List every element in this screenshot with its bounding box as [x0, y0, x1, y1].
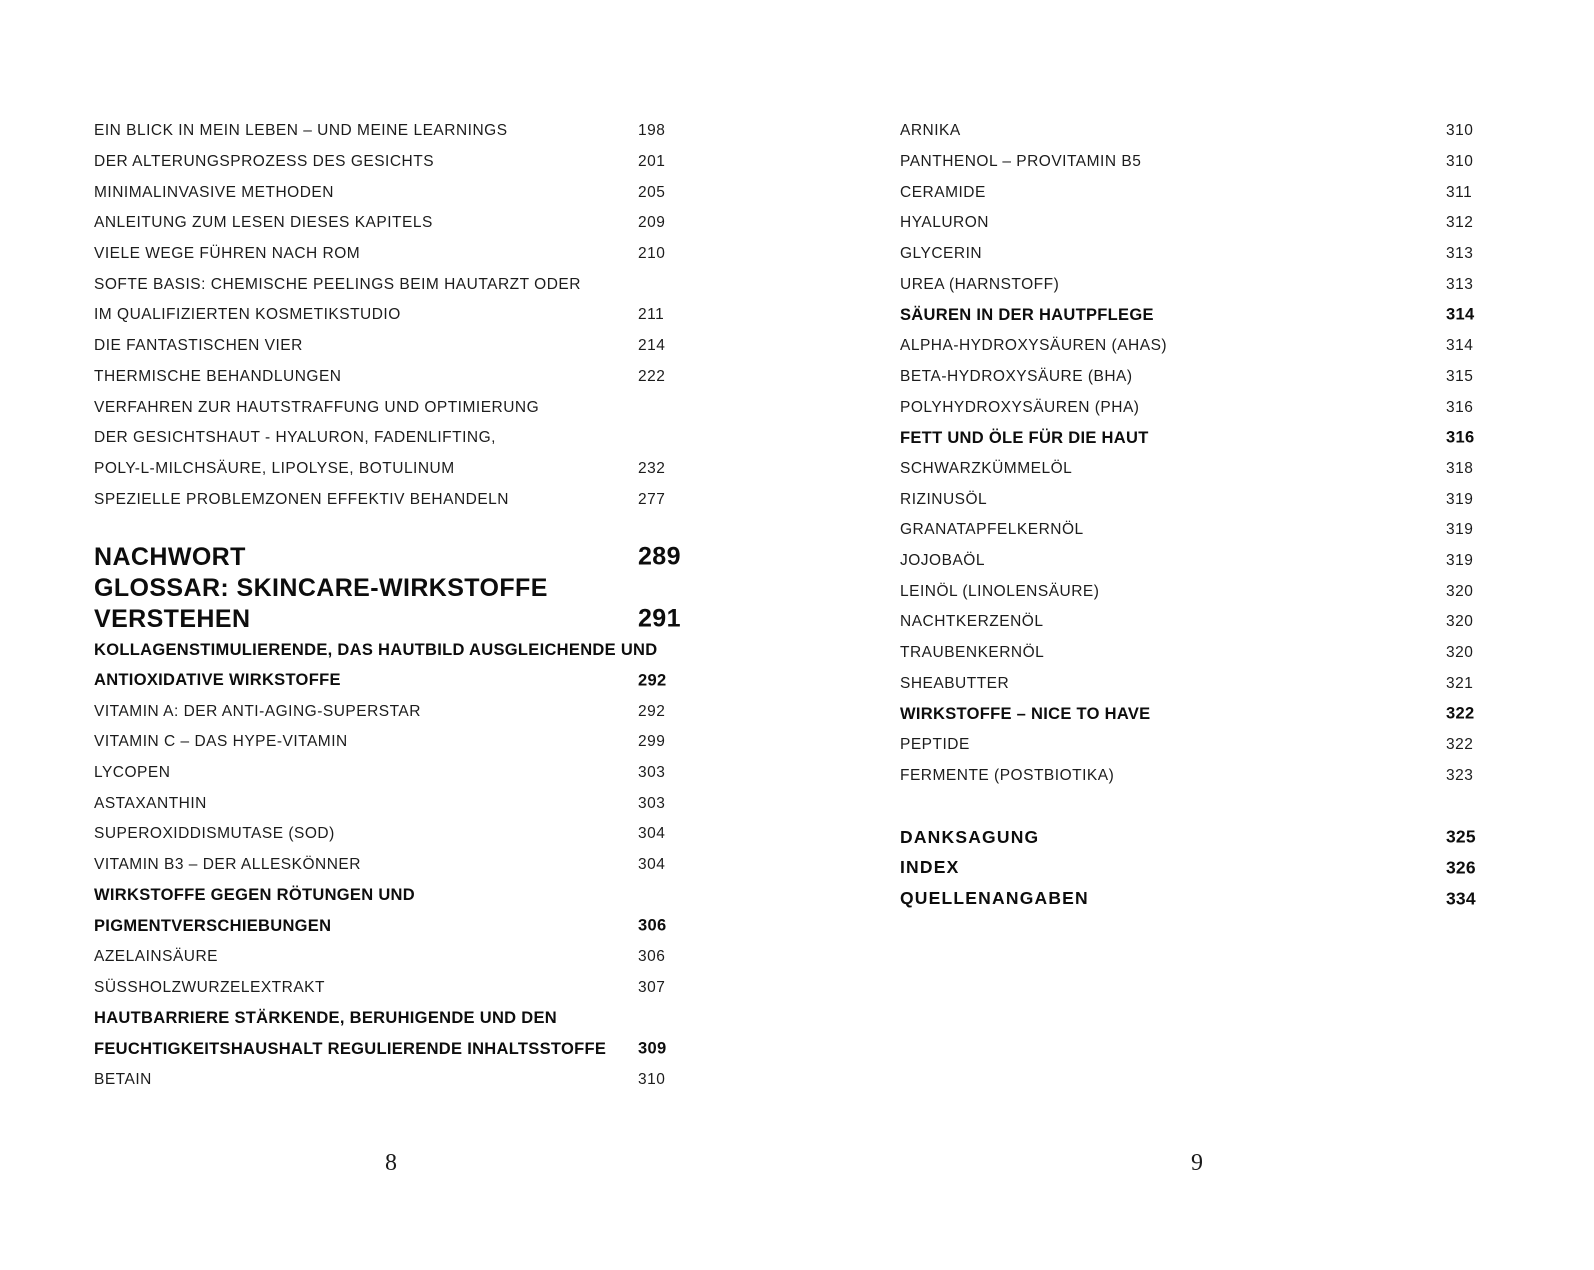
toc-entry-label: WIRKSTOFFE GEGEN RÖTUNGEN UND	[94, 886, 415, 905]
toc-entry-label: POLYHYDROXYSÄUREN (PHA)	[900, 398, 1140, 416]
toc-row	[94, 331, 694, 362]
toc-entry-page: 313	[1446, 245, 1474, 263]
toc-entry-label: FEUCHTIGKEITSHAUSHALT REGULIERENDE INHALTSSTOFFE	[94, 1039, 607, 1058]
toc-entry-label: ANLEITUNG ZUM LESEN DIESES KAPITELS	[94, 214, 433, 232]
toc-row	[94, 208, 694, 239]
toc-entry-page: 320	[1446, 613, 1474, 631]
toc-entry-label: SPEZIELLE PROBLEMZONEN EFFEKTIV BEHANDELN	[94, 490, 509, 508]
toc-entry-page: 319	[1446, 490, 1474, 508]
toc-column-left	[94, 116, 694, 1095]
toc-row	[94, 758, 694, 789]
toc-entry-label: VERSTEHEN	[94, 604, 251, 633]
toc-entry-page: 325	[1446, 826, 1476, 847]
toc-row	[900, 822, 1500, 853]
toc-row	[94, 269, 694, 300]
toc-entry-label: THERMISCHE BEHANDLUNGEN	[94, 367, 342, 385]
toc-entry-label: IM QUALIFIZIERTEN KOSMETIKSTUDIO	[94, 306, 401, 324]
toc-entry-page: 303	[638, 794, 666, 812]
toc-entry-page: 222	[638, 367, 666, 385]
toc-entry-label: HYALURON	[900, 214, 989, 232]
toc-entry-label: SUPEROXIDDISMUTASE (SOD)	[94, 825, 335, 843]
toc-entry-label: AZELAINSÄURE	[94, 948, 219, 966]
toc-entry-page: 315	[1446, 367, 1474, 385]
toc-row	[94, 1034, 694, 1065]
toc-row	[94, 604, 694, 635]
toc-row	[94, 666, 694, 697]
toc-entry-page: 306	[638, 948, 666, 966]
toc-entry-page: 210	[638, 245, 666, 263]
toc-entry-label: LYCOPEN	[94, 764, 171, 782]
toc-entry-label: TRAUBENKERNÖL	[900, 644, 1045, 662]
toc-entry-page: 304	[638, 825, 666, 843]
toc-entry-label: FERMENTE (POSTBIOTIKA)	[900, 766, 1115, 784]
toc-row	[900, 760, 1500, 791]
toc-entry-label: KOLLAGENSTIMULIERENDE, DAS HAUTBILD AUSGLEICHENDE UND	[94, 640, 658, 659]
toc-row	[94, 1003, 694, 1034]
toc-row	[900, 392, 1500, 423]
toc-entry-label: GLYCERIN	[900, 245, 983, 263]
toc-row	[94, 147, 694, 178]
toc-entry-page: 334	[1446, 888, 1476, 909]
toc-row	[94, 392, 694, 423]
toc-entry-page: 322	[1446, 704, 1475, 723]
toc-entry-page: 320	[1446, 644, 1474, 662]
toc-row	[94, 850, 694, 881]
toc-row	[900, 208, 1500, 239]
toc-entry-label: UREA (HARNSTOFF)	[900, 275, 1060, 293]
toc-entry-page: 201	[638, 153, 666, 171]
toc-row	[94, 423, 694, 454]
toc-entry-page: 209	[638, 214, 666, 232]
toc-entry-label: WIRKSTOFFE – NICE TO HAVE	[900, 704, 1151, 723]
toc-row	[900, 515, 1500, 546]
toc-row	[900, 300, 1500, 331]
toc-entry-label: QUELLENANGABEN	[900, 888, 1089, 909]
toc-entry-page: 311	[1446, 183, 1473, 201]
toc-entry-label: SÄUREN IN DER HAUTPFLEGE	[900, 305, 1154, 324]
toc-row	[900, 853, 1500, 884]
toc-row	[900, 730, 1500, 761]
toc-entry-label: SOFTE BASIS: CHEMISCHE PEELINGS BEIM HAUTARZT ODER	[94, 275, 581, 293]
toc-entry-page: 318	[1446, 459, 1474, 477]
toc-entry-page: 310	[1446, 122, 1474, 140]
toc-entry-page: 310	[638, 1070, 666, 1088]
toc-entry-label: ASTAXANTHIN	[94, 794, 207, 812]
toc-entry-label: DANKSAGUNG	[900, 826, 1040, 847]
toc-entry-page: 323	[1446, 766, 1474, 784]
toc-row	[94, 573, 694, 604]
toc-row	[94, 911, 694, 942]
toc-row	[900, 668, 1500, 699]
toc-row	[94, 542, 694, 573]
toc-entry-page: 292	[638, 671, 667, 690]
toc-row	[900, 883, 1500, 914]
toc-entry-label: DER GESICHTSHAUT - HYALURON, FADENLIFTING,	[94, 429, 496, 447]
toc-entry-page: 277	[638, 490, 666, 508]
toc-entry-label: VITAMIN C – DAS HYPE-VITAMIN	[94, 733, 348, 751]
toc-row	[94, 177, 694, 208]
toc-row	[900, 423, 1500, 454]
toc-row	[94, 484, 694, 515]
toc-entry-page: 319	[1446, 551, 1474, 569]
toc-row	[900, 484, 1500, 515]
toc-entry-label: RIZINUSÖL	[900, 490, 988, 508]
toc-entry-page: 319	[1446, 521, 1474, 539]
toc-row	[94, 727, 694, 758]
toc-entry-label: ALPHA-HYDROXYSÄUREN (AHAS)	[900, 337, 1168, 355]
toc-entry-page: 322	[1446, 736, 1474, 754]
page-number-left: 8	[385, 1150, 397, 1176]
toc-entry-label: INDEX	[900, 857, 960, 878]
toc-entry-page: 291	[638, 604, 681, 633]
toc-entry-label: ARNIKA	[900, 122, 961, 140]
toc-row	[94, 362, 694, 393]
toc-row	[94, 942, 694, 973]
toc-entry-page: 316	[1446, 428, 1475, 447]
toc-entry-page: 214	[638, 337, 666, 355]
toc-row	[94, 454, 694, 485]
toc-entry-label: SÜSSHOLZWURZELEXTRAKT	[94, 978, 325, 996]
toc-entry-label: PEPTIDE	[900, 736, 970, 754]
toc-entry-page: 307	[638, 978, 666, 996]
toc-row	[94, 116, 694, 147]
toc-entry-label: GRANATAPFELKERNÖL	[900, 521, 1084, 539]
toc-entry-label: EIN BLICK IN MEIN LEBEN – UND MEINE LEARNINGS	[94, 122, 508, 140]
toc-row	[900, 362, 1500, 393]
toc-row	[94, 973, 694, 1004]
toc-entry-label: POLY-L-MILCHSÄURE, LIPOLYSE, BOTULINUM	[94, 459, 455, 477]
toc-entry-label: MINIMALINVASIVE METHODEN	[94, 183, 334, 201]
toc-row	[900, 699, 1500, 730]
toc-row	[900, 116, 1500, 147]
toc-column-right	[900, 116, 1500, 914]
toc-entry-page: 316	[1446, 398, 1474, 416]
toc-entry-label: CERAMIDE	[900, 183, 986, 201]
toc-entry-label: GLOSSAR: SKINCARE-WIRKSTOFFE	[94, 573, 548, 602]
toc-entry-page: 306	[638, 916, 667, 935]
toc-row	[900, 576, 1500, 607]
toc-entry-page: 310	[1446, 153, 1474, 171]
toc-entry-page: 205	[638, 183, 666, 201]
toc-entry-label: VITAMIN B3 – DER ALLESKÖNNER	[94, 856, 361, 874]
toc-entry-label: ANTIOXIDATIVE WIRKSTOFFE	[94, 671, 341, 690]
toc-entry-label: HAUTBARRIERE STÄRKENDE, BERUHIGENDE UND DEN	[94, 1009, 558, 1028]
toc-row	[900, 147, 1500, 178]
toc-entry-page: 320	[1446, 582, 1474, 600]
toc-row	[900, 177, 1500, 208]
toc-entry-label: LEINÖL (LINOLENSÄURE)	[900, 582, 1100, 600]
toc-entry-page: 304	[638, 856, 666, 874]
toc-row	[94, 300, 694, 331]
toc-entry-label: SCHWARZKÜMMELÖL	[900, 459, 1073, 477]
toc-entry-page: 292	[638, 702, 666, 720]
toc-row	[900, 607, 1500, 638]
toc-entry-page: 211	[638, 306, 665, 324]
toc-entry-page: 313	[1446, 275, 1474, 293]
toc-row	[94, 696, 694, 727]
toc-entry-page: 326	[1446, 857, 1476, 878]
toc-row	[94, 1065, 694, 1096]
toc-row	[900, 546, 1500, 577]
toc-entry-label: BETA-HYDROXYSÄURE (BHA)	[900, 367, 1133, 385]
toc-row	[94, 635, 694, 666]
toc-entry-label: VITAMIN A: DER ANTI-AGING-SUPERSTAR	[94, 702, 421, 720]
toc-row	[900, 331, 1500, 362]
toc-entry-page: 198	[638, 122, 666, 140]
toc-entry-page: 312	[1446, 214, 1474, 232]
toc-entry-page: 314	[1446, 305, 1475, 324]
toc-row	[900, 454, 1500, 485]
toc-entry-label: NACHWORT	[94, 542, 246, 571]
toc-entry-label: PANTHENOL – PROVITAMIN B5	[900, 153, 1142, 171]
toc-entry-label: VIELE WEGE FÜHREN NACH ROM	[94, 245, 361, 263]
toc-row	[900, 239, 1500, 270]
toc-row	[94, 819, 694, 850]
toc-entry-label: PIGMENTVERSCHIEBUNGEN	[94, 916, 332, 935]
toc-entry-page: 289	[638, 542, 681, 571]
toc-row	[900, 269, 1500, 300]
toc-entry-page: 303	[638, 764, 666, 782]
toc-entry-page: 321	[1446, 674, 1474, 692]
toc-row	[94, 880, 694, 911]
toc-row	[94, 239, 694, 270]
toc-spacer	[94, 515, 694, 542]
toc-entry-label: NACHTKERZENÖL	[900, 613, 1044, 631]
toc-entry-label: JOJOBAÖL	[900, 551, 985, 569]
page-number-right: 9	[1191, 1150, 1203, 1176]
toc-entry-label: DER ALTERUNGSPROZESS DES GESICHTS	[94, 153, 435, 171]
toc-row	[94, 788, 694, 819]
toc-entry-page: 309	[638, 1039, 667, 1058]
toc-entry-label: BETAIN	[94, 1070, 152, 1088]
toc-entry-label: FETT UND ÖLE FÜR DIE HAUT	[900, 428, 1149, 447]
toc-entry-label: DIE FANTASTISCHEN VIER	[94, 337, 303, 355]
toc-entry-page: 314	[1446, 337, 1474, 355]
toc-spacer	[900, 791, 1500, 822]
toc-entry-label: SHEABUTTER	[900, 674, 1010, 692]
toc-row	[900, 638, 1500, 669]
toc-entry-label: VERFAHREN ZUR HAUTSTRAFFUNG UND OPTIMIERUNG	[94, 398, 540, 416]
toc-entry-page: 299	[638, 733, 666, 751]
toc-entry-page: 232	[638, 459, 666, 477]
